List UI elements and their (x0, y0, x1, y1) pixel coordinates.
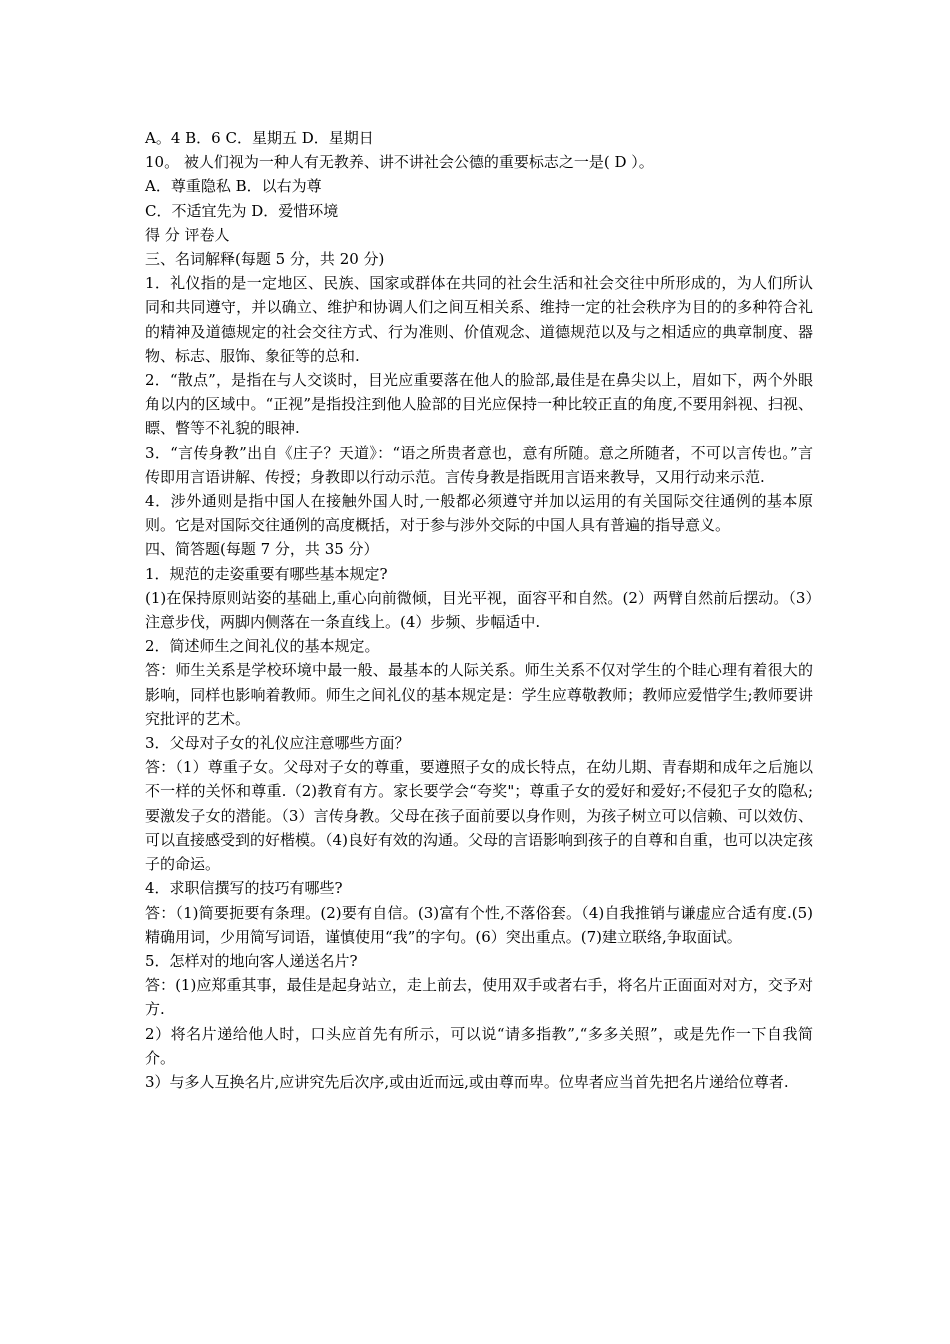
document-body (145, 126, 813, 1094)
term-definition-1: 1．礼仪指的是一定地区、民族、国家或群体在共同的社会生活和社会交往中所形成的，为人们所认同和共同遵守，并以确立、维护和协调人们之间互相关系、维持一定的社会秩序为目的的多种符合礼的精神及道德规定的社会交往方式、行为准则、价值观念、道德规范以及与之相适应的典章制度、器物、标志、服饰、象征等的总和. (145, 274, 813, 365)
question-10-options-cd: C．不适宜先为 D．爱惜环境 (145, 201, 339, 220)
score-grader-label: 得 分 评卷人 (145, 225, 230, 244)
answer-options-line: A。4 B．6 C．星期五 D．星期日 (145, 129, 374, 147)
short-question-2: 2．简述师生之间礼仪的基本规定。 (145, 637, 380, 656)
short-answer-2: 答：师生关系是学校环境中最一般、最基本的人际关系。师生关系不仅对学生的个眭心理有着很大的影响，同样也影响着教师。师生之间礼仪的基本规定是：学生应尊敬教师；教师应爱惜学生;教师要讲究批评的艺术。 (145, 661, 813, 728)
short-question-1: 1．规范的走姿重要有哪些基本规定? (145, 564, 388, 583)
short-answer-3: 答：（1）尊重子女。父母对子女的尊重，要遵照子女的成长特点，在幼儿期、青春期和成年之后施以不一样的关怀和尊重.（2)教育有方。家长要学会“夸奖"；尊重子女的爱好和爱好;不侵犯子女的隐私;要激发子女的潜能。（3）言传身教。父母在孩子面前要以身作则，为孩子树立可以信赖、可以效仿、可以直接感受到的好楷模。（4)良好有效的沟通。父母的言语影响到孩子的自尊和自重，也可以决定孩子的命运。 (145, 758, 813, 874)
short-answer-1: (1)在保持原则站姿的基础上,重心向前微倾，目光平视，面容平和自然。(2）两臂自然前后摆动。（3）注意步伐，两脚内侧落在一条直线上。(4）步频、步幅适中. (145, 588, 813, 632)
section-heading-4: 四、简答题(每题 7 分，共 35 分） (145, 540, 379, 559)
short-answer-5-part-3: 3）与多人互换名片,应讲究先后次序,或由近而远,或由尊而卑。位卑者应当首先把名片递给位尊者. (145, 1072, 789, 1091)
short-question-4: 4．求职信撰写的技巧有哪些? (145, 879, 343, 898)
short-answer-5-part-1: 答：(1)应郑重其事，最佳是起身站立，走上前去，使用双手或者右手，将名片正面面对对方，交予对方. (145, 976, 813, 1019)
section-heading-3: 三、名词解释(每题 5 分，共 20 分) (145, 250, 385, 269)
term-definition-3: 3．“言传身教”出自《庄子？天道》：“语之所贵者意也，意有所随。意之所随者，不可以言传也。”言传即用言语讲解、传授；身教即以行动示范。言传身教是指既用言语来教导，又用行动来示范. (145, 443, 813, 486)
term-definition-2: 2．“散点”，是指在与人交谈时，目光应重要落在他人的脸部,最佳是在鼻尖以上，眉如下，两个外眼角以内的区域中。“正视”是指投注到他人脸部的目光应保持一种比较正直的角度,不要用斜视、扫视、瞟、瞥等不礼貌的眼神. (145, 371, 813, 438)
term-definition-4: 4．涉外通则是指中国人在接触外国人时,一般都必须遵守并加以运用的有关国际交往通例的基本原则。它是对国际交往通例的高度概括，对于参与涉外交际的中国人具有普遍的指导意义。 (145, 492, 813, 535)
short-question-3: 3．父母对子女的礼仪应注意哪些方面？ (145, 734, 410, 753)
question-10: 10。 被人们视为一种人有无教养、讲不讲社会公德的重要标志之一是( D ）。 (145, 153, 654, 172)
short-answer-4: 答：（1)简要扼要有条理。(2)要有自信。(3)富有个性,不落俗套。（4)自我推销与谦虚应合适有度.(5)精确用词，少用简写词语，谨慎使用“我”的字句。(6）突出重点。(7)建立联络,争取面试。 (145, 903, 813, 946)
short-answer-5-part-2: 2）将名片递给他人时，口头应首先有所示，可以说“请多指教”,“多多关照”，或是先作一下自我简介。 (145, 1024, 813, 1067)
short-question-5: 5．怎样对的地向客人递送名片? (145, 951, 358, 970)
question-10-options-ab: A．尊重隐私 B．以右为尊 (145, 177, 322, 196)
